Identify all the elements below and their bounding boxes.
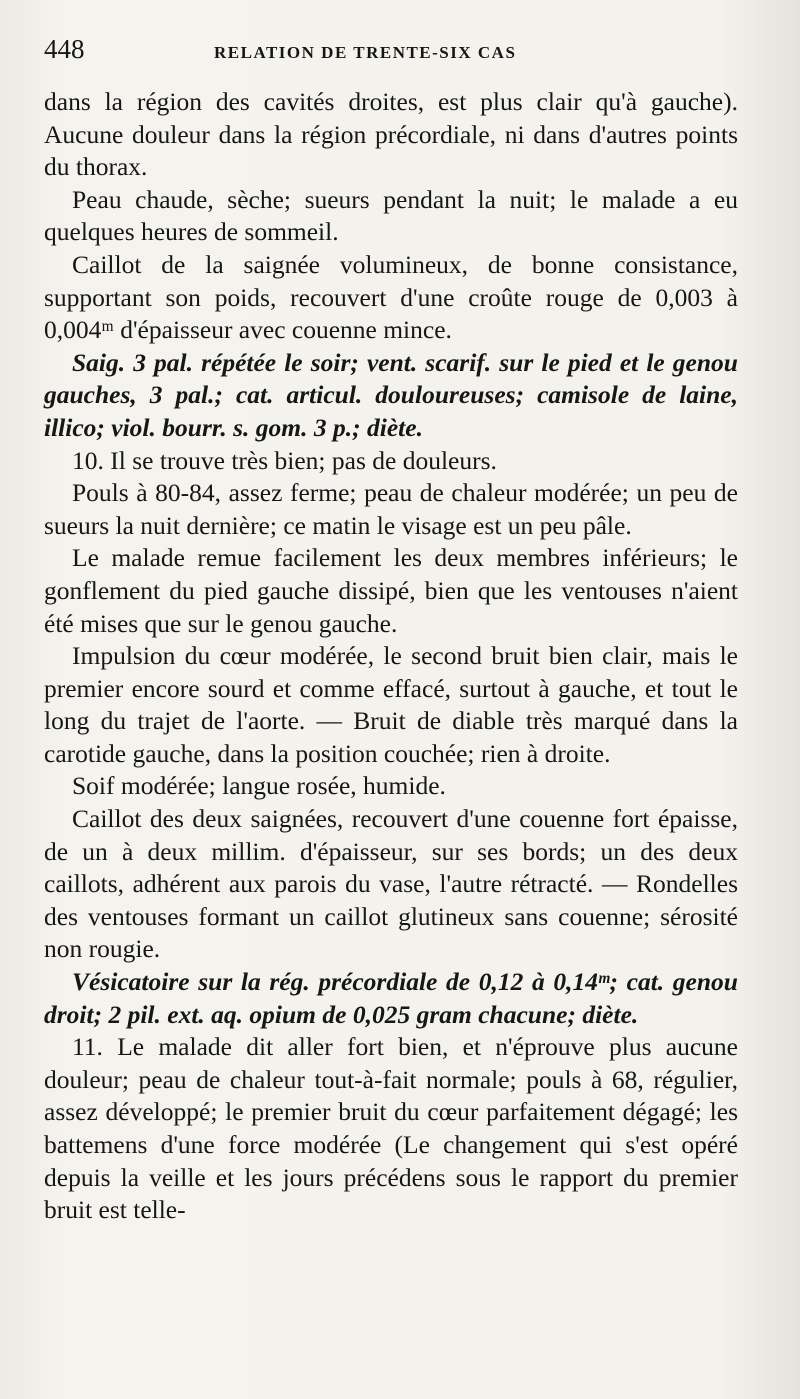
paragraph-continuation: dans la région des cavités droites, est plus clair qu'à gauche). Aucune douleur dans la région précordiale, ni dans d'autres points du thorax. — [44, 87, 738, 182]
paragraph-day-entry: 10. Il se trouve très bien; pas de douleurs. — [72, 445, 497, 475]
prescription-paragraph: Saig. 3 pal. répétée le soir; vent. scarif. sur le pied et le genou gauches, 3 pal.; cat. articul. douloureuses; camisole de laine, illico; viol. bourr. s. gom. 3 p.; diète. — [44, 347, 738, 442]
paragraph: Soif modérée; langue rosée, humide. — [72, 771, 446, 801]
page-number: 448 — [44, 34, 85, 64]
paragraph: Caillot de la saignée volumineux, de bonne consistance, supportant son poids, recouvert d'une croûte rouge de 0,003 à 0,004ᵐ d'épaisseur avec couenne mince. — [44, 249, 738, 345]
page-body — [44, 86, 738, 1227]
paragraph: Impulsion du cœur modérée, le second bruit bien clair, mais le premier encore sourd et comme effacé, surtout à gauche, et tout le long du trajet de l'aorte. — Bruit de diable très marqué dans la carotide gauche, dans la position couchée; rien à droite. — [44, 641, 738, 768]
page-header — [44, 34, 738, 78]
running-head: RELATION DE TRENTE-SIX CAS — [214, 43, 517, 62]
paragraph: Pouls à 80-84, assez ferme; peau de chaleur modérée; un peu de sueurs la nuit dernière; ce matin le visage est un peu pâle. — [44, 478, 738, 540]
paragraph: Le malade remue facilement les deux membres inférieurs; le gonflement du pied gauche dissipé, bien que les ventouses n'aient été mises que sur le genou gauche. — [44, 543, 738, 638]
paragraph: Caillot des deux saignées, recouvert d'une couenne fort épaisse, de un à deux millim. d'épaisseur, sur ses bords; un des deux caillots, adhérent aux parois du vase, l'autre rétracté. — Rondelles des ventouses formant un caillot glutineux sans couenne; sérosité non rougie. — [44, 804, 738, 964]
prescription-paragraph: Vésicatoire sur la rég. précordiale de 0,12 à 0,14ᵐ; cat. genou droit; 2 pil. ext. aq. opium de 0,025 gram chacune; diète. — [44, 967, 738, 1029]
paragraph: Peau chaude, sèche; sueurs pendant la nuit; le malade a eu quelques heures de sommeil. — [44, 184, 738, 247]
paragraph-day-entry: 11. Le malade dit aller fort bien, et n'éprouve plus aucune douleur; peau de chaleur tout-à-fait normale; pouls à 68, régulier, assez développé; le premier bruit du cœur parfaitement dégagé; les battemens d'une force modérée (Le changement qui s'est opéré depuis la veille et les jours précédens sous le rapport du premier bruit est telle- — [44, 1032, 738, 1225]
